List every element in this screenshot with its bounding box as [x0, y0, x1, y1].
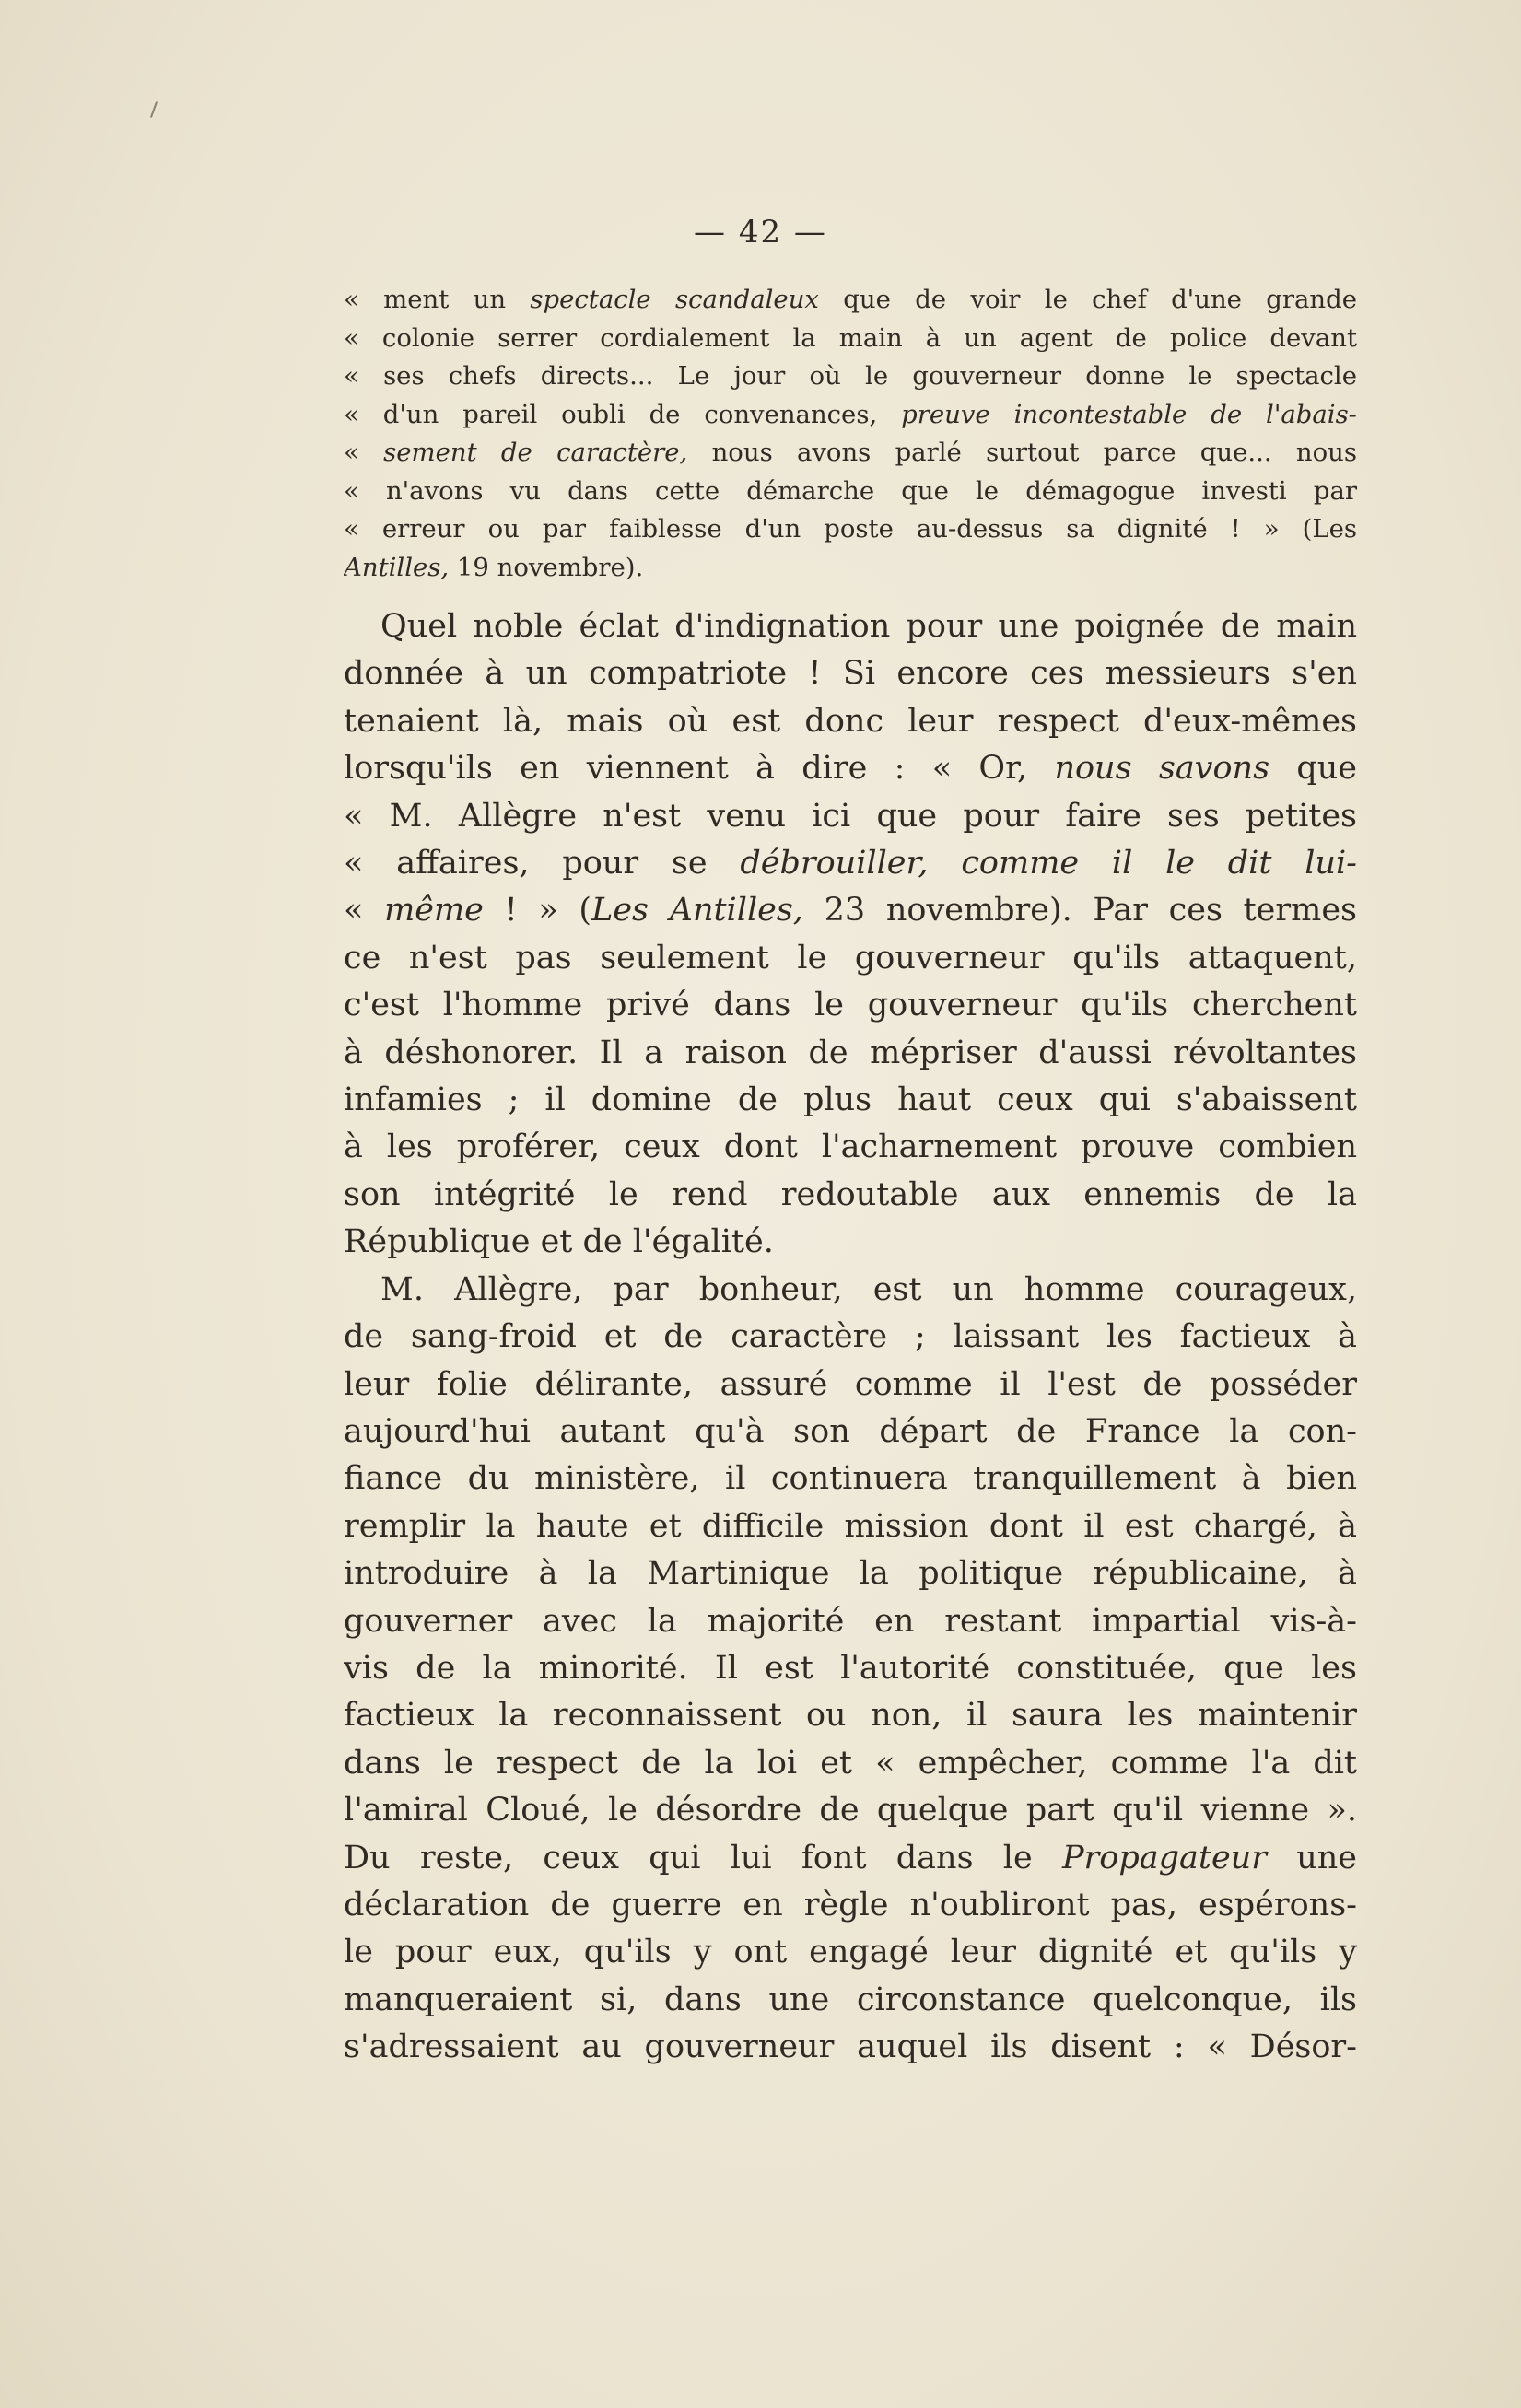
text-line	[344, 982, 1357, 1029]
text-line	[344, 320, 1357, 358]
text-line	[344, 1362, 1357, 1409]
pencil-mark	[150, 101, 158, 118]
text-line	[344, 1929, 1357, 1976]
text-segment: que	[1269, 750, 1357, 788]
text-line	[344, 1977, 1357, 2024]
text-segment: déclaration de guerre en règle n'oubliront pas, espérons-	[344, 1886, 1357, 1923]
text-segment: tenaient là, mais où est donc leur respect d'eux-mêmes	[344, 702, 1357, 740]
text-segment: son intégrité le rend redoutable aux ennemis de la	[344, 1175, 1357, 1213]
text-segment: de sang-froid et de caractère ; laissant les factieux à	[344, 1318, 1357, 1356]
text-segment: République et de l'égalité.	[344, 1223, 774, 1261]
text-line	[344, 1455, 1357, 1502]
text-segment: s'adressaient au gouverneur auquel ils disent : « Désor-	[344, 2028, 1357, 2066]
text-segment: « affaires, pour se	[344, 845, 741, 883]
text-line	[344, 1267, 1357, 1314]
text-line	[344, 396, 1357, 435]
text-line	[344, 935, 1357, 982]
text-line	[344, 1882, 1357, 1929]
text-segment: «	[344, 438, 384, 467]
italic-text: spectacle scandaleux	[530, 285, 819, 314]
text-segment: remplir la haute et difficile mission dont il est chargé, à	[344, 1507, 1357, 1545]
text-line	[344, 1787, 1357, 1834]
text-segment: « n'avons vu dans cette démarche que le démagogue investi par	[344, 475, 1357, 506]
text-segment: manqueraient si, dans une circonstance quelconque, ils	[344, 1981, 1357, 2018]
text-segment: vis de la minorité. Il est l'autorité constituée, que les	[344, 1649, 1357, 1687]
text-line	[344, 1219, 1357, 1266]
text-segment: « M. Allègre n'est venu ici que pour faire ses petites	[344, 797, 1357, 835]
text-segment: leur folie délirante, assuré comme il l'est de posséder	[344, 1365, 1357, 1403]
italic-text: même	[384, 892, 484, 929]
text-line	[344, 434, 1357, 473]
text-segment: une	[1266, 1839, 1357, 1876]
italic-text: nous savons	[1054, 750, 1270, 788]
text-line	[344, 603, 1357, 650]
text-segment: « erreur ou par faiblesse d'un poste au-dessus sa dignité ! » (Les	[344, 514, 1357, 544]
text-segment: gouverner avec la majorité en restant impartial vis-à-	[344, 1602, 1357, 1640]
italic-text: Propagateur	[1061, 1839, 1267, 1876]
text-line	[344, 1645, 1357, 1692]
text-line	[344, 473, 1357, 511]
text-line	[344, 1503, 1357, 1550]
text-line	[344, 887, 1357, 934]
text-segment: «	[344, 892, 385, 929]
text-line	[344, 698, 1357, 745]
text-segment: nous avons parlé surtout parce que... nous	[687, 438, 1357, 467]
text-line	[344, 840, 1357, 887]
text-line	[344, 1598, 1357, 1645]
text-segment: 19 novembre).	[449, 552, 644, 582]
text-line	[344, 650, 1357, 697]
text-segment: dans le respect de la loi et « empêcher, comme l'a dit	[344, 1744, 1357, 1782]
text-line	[344, 1409, 1357, 1455]
text-segment: « ment un	[344, 285, 531, 314]
text-line	[344, 793, 1357, 840]
text-line	[344, 1077, 1357, 1124]
italic-text: débrouiller, comme il le dit lui-	[740, 845, 1357, 883]
text-segment: infamies ; il domine de plus haut ceux qui s'abaissent	[344, 1081, 1357, 1119]
text-line	[344, 1124, 1357, 1171]
text-segment: que de voir le chef d'une grande	[818, 285, 1357, 314]
text-segment: c'est l'homme privé dans le gouverneur qu'ils cherchent	[344, 987, 1357, 1024]
text-segment: donnée à un compatriote ! Si encore ces messieurs s'en	[344, 655, 1357, 693]
text-line	[344, 549, 1357, 588]
text-line	[344, 281, 1357, 320]
quoted-passage	[344, 281, 1357, 587]
text-segment: introduire à la Martinique la politique républicaine, à	[344, 1555, 1357, 1593]
text-line	[344, 1692, 1357, 1739]
text-segment: « d'un pareil oubli de convenances,	[344, 399, 902, 429]
text-segment: M. Allègre, par bonheur, est un homme courageux,	[380, 1270, 1357, 1308]
text-segment: ! » (	[483, 892, 592, 929]
text-line	[344, 1550, 1357, 1597]
italic-text: Antilles,	[344, 552, 450, 582]
text-segment: Du reste, ceux qui lui font dans le	[344, 1839, 1062, 1876]
text-segment: lorsqu'ils en viennent à dire : « Or,	[344, 750, 1055, 788]
page-number: — 42 —	[694, 214, 827, 251]
text-segment: « colonie serrer cordialement la main à un agent de police devant	[344, 322, 1357, 353]
text-segment: 23 novembre). Par ces termes	[802, 892, 1357, 929]
text-segment: l'amiral Cloué, le désordre de quelque part qu'il vienne ».	[344, 1792, 1357, 1829]
text-segment: à les proférer, ceux dont l'acharnement prouve combien	[344, 1128, 1357, 1166]
text-segment: aujourd'hui autant qu'à son départ de France la con-	[344, 1412, 1357, 1450]
text-segment: ce n'est pas seulement le gouverneur qu'ils attaquent,	[344, 939, 1357, 976]
text-segment: le pour eux, qu'ils y ont engagé leur dignité et qu'ils y	[344, 1934, 1357, 1971]
italic-text: preuve incontestable de l'abais-	[901, 399, 1357, 429]
text-line	[344, 1314, 1357, 1361]
text-line	[344, 745, 1357, 792]
text-line	[344, 1030, 1357, 1077]
italic-text: sement de caractère,	[383, 438, 688, 467]
text-segment: factieux la reconnaissent ou non, il saura les maintenir	[344, 1697, 1357, 1735]
text-segment: fiance du ministère, il continuera tranquillement à bien	[344, 1460, 1357, 1498]
text-segment: Quel noble éclat d'indignation pour une poignée de main	[380, 608, 1357, 645]
body-text	[344, 603, 1357, 2072]
text-line	[344, 1740, 1357, 1787]
text-segment: à déshonorer. Il a raison de mépriser d'aussi révoltantes	[344, 1034, 1357, 1071]
text-segment: « ses chefs directs... Le jour où le gouverneur donne le spectacle	[344, 361, 1357, 391]
text-line	[344, 1835, 1357, 1882]
text-line	[344, 357, 1357, 396]
italic-text: Les Antilles,	[591, 892, 803, 929]
text-line	[344, 1172, 1357, 1219]
text-line	[344, 510, 1357, 549]
text-line	[344, 2024, 1357, 2071]
